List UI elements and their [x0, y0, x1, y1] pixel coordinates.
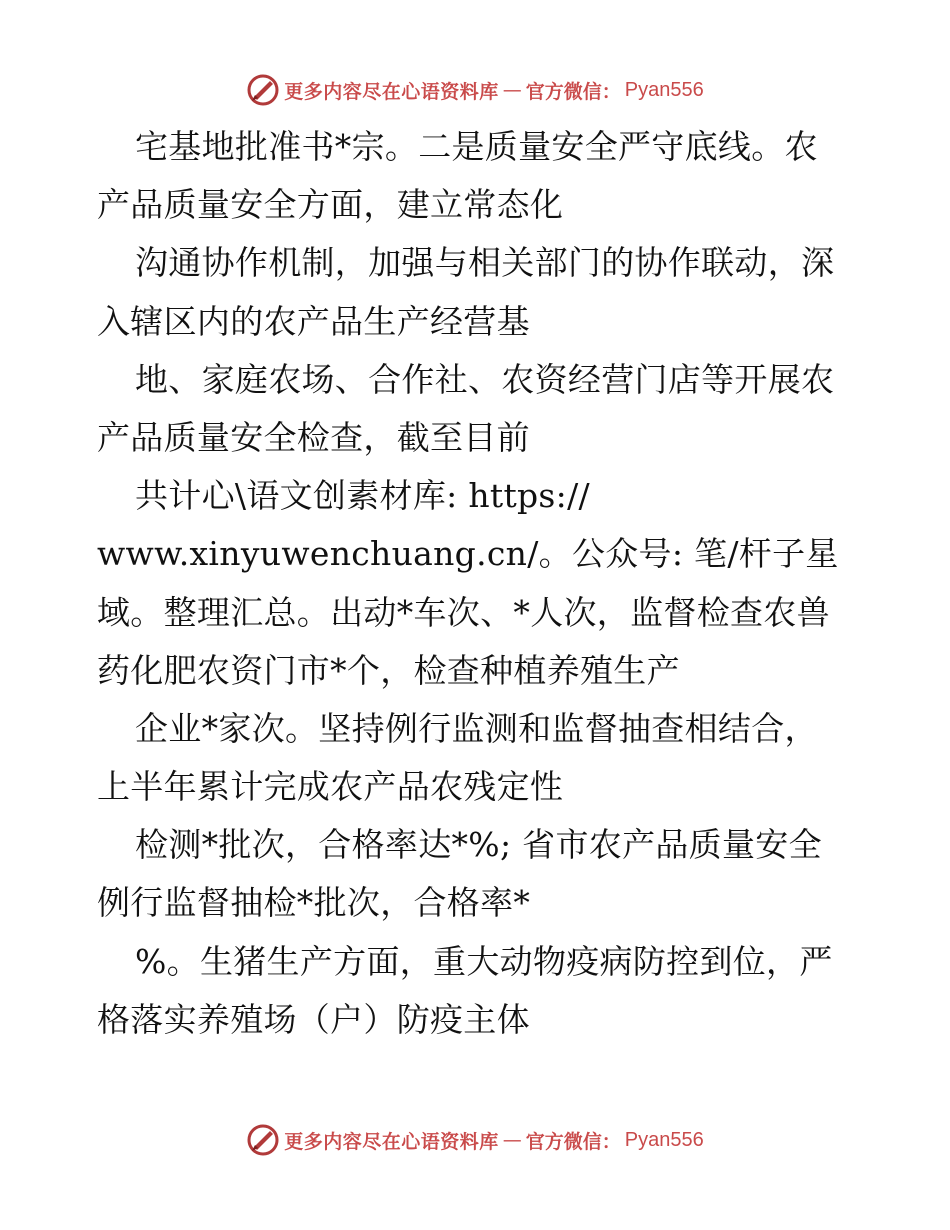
banner-dash: —: [502, 79, 522, 101]
banner-wechat-label: 官方微信：: [525, 1130, 621, 1153]
body-line: 域。整理汇总。出动*车次、*人次，监督检查农兽: [97, 592, 830, 632]
body-line: 产品质量安全方面，建立常态化: [97, 185, 564, 225]
body-line: www.xinyuwenchuang.cn/。公众号: 笔/杆子星: [97, 534, 839, 574]
body-line: 检测*批次，合格率达*%; 省市农产品质量安全: [135, 825, 822, 865]
footer-banner: [0, 1120, 950, 1160]
body-line: 入辖区内的农产品生产经营基: [97, 301, 530, 341]
body-line: 企业*家次。坚持例行监测和监督抽查相结合，: [135, 708, 818, 748]
banner-dash: —: [502, 1129, 522, 1151]
banner-wechat-id: Pyan556: [624, 1128, 704, 1151]
body-line: %。生猪生产方面，重大动物疫病防控到位，严: [135, 941, 833, 981]
body-line: 地、家庭农场、合作社、农资经营门店等开展农: [135, 359, 835, 399]
logo-icon: [246, 1123, 280, 1157]
body-line: 沟通协作机制，加强与相关部门的协作联动，深: [135, 243, 835, 283]
body-line: 药化肥农资门市*个，检查种植养殖生产: [97, 650, 680, 690]
body-line: 产品质量安全检查，截至目前: [97, 417, 530, 457]
banner-wechat-id: Pyan556: [624, 78, 704, 101]
body-line: 上半年累计完成农产品农残定性: [97, 767, 564, 807]
body-line: 宅基地批准书*宗。二是质量安全严守底线。农: [135, 127, 818, 166]
banner-wechat-label: 官方微信：: [525, 80, 621, 103]
banner-slogan: 更多内容尽在心语资料库: [284, 1130, 499, 1153]
document-body: [97, 118, 857, 1049]
banner-slogan: 更多内容尽在心语资料库: [284, 80, 499, 103]
body-line: 格落实养殖场（户）防疫主体: [97, 999, 530, 1039]
body-line: 共计心\语文创素材库: https://: [135, 476, 590, 516]
body-line: 例行监督抽检*批次，合格率*: [97, 883, 531, 923]
logo-icon: [246, 73, 280, 107]
header-banner: [0, 70, 950, 110]
